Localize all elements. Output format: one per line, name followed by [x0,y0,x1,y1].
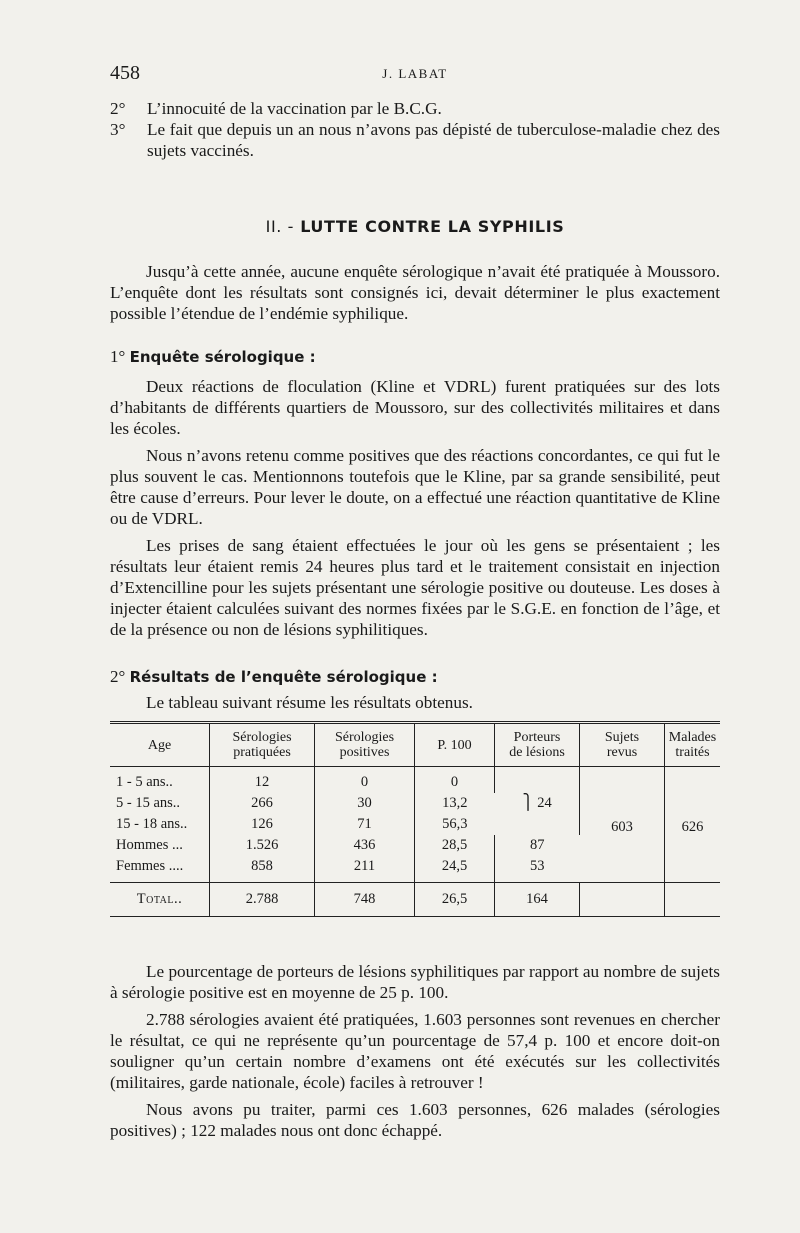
col-pratiquees: Sérologies pratiquées [210,723,315,767]
list-number: 3° [110,120,126,139]
cell-porteurs-children: ⎫ 24 [495,767,580,836]
cell-pratiquees: 126 [210,814,315,835]
cell-age: 15 - 18 ans.. [110,814,210,835]
paragraph: Le pourcentage de porteurs de lésions syphilitiques par rapport au nombre de sujets à sérologie positive est en moyenne de 25 p. 100. [110,962,720,1002]
cell-p100: 56,3 [442,816,468,832]
section-heading [110,216,720,237]
cell-p100: 24,5 [415,856,495,883]
list-text: Le fait que depuis un an nous n’avons pas dépisté de tuberculose-maladie chez des sujets vaccinés. [147,120,720,160]
section-title: LUTTE CONTRE LA SYPHILIS [300,217,565,236]
subheading-title: Enquête sérologique : [129,348,316,366]
page-number: 458 [110,62,140,84]
list-text: L’innocuité de la vaccination par le B.C.G. [147,99,442,118]
col-positives: Sérologies positives [315,723,415,767]
cell-total-empty [580,883,665,917]
col-porteurs: Porteurs de lésions [495,723,580,767]
list-item [110,98,720,119]
subheading-number: 1° [110,347,126,366]
paragraph: Nous n’avons retenu comme positives que des réactions concordantes, ce qui fut le plus souvent le cas. Mentionnons toutefois que le Kline, par sa grande sensibilité, peut être cause d’erreurs. Pour lever le doute, on a effectué une réaction quantitative de Kline ou de VDRL. [110,446,720,528]
cell-positives: 211 [315,856,415,883]
cell-porteurs-femmes: 53 [530,858,545,874]
cell-pratiquees: 858 [210,856,315,883]
cell-pratiquees: 12 [210,767,315,794]
table-header-row [110,723,720,767]
paragraph: 2.788 sérologies avaient été pratiquées, 1.603 personnes sont revenues en chercher le résultat, ce qui ne représente qu’un pourcentage de 57,4 p. 100 et encore doit-on souligner qu’un certain nombre d’examens ont été exécutés sur les collectivités (militaires, garde nationale, école) faciles à retrouver ! [110,1010,720,1092]
paragraph: Nous avons pu traiter, parmi ces 1.603 personnes, 626 malades (sérologies positives) ; 122 malades nous ont donc échappé. [110,1100,720,1140]
cell-total-label: Total.. [110,883,210,917]
running-author: J. LABAT [382,66,448,81]
list-number: 2° [110,99,126,118]
subheading-title: Résultats de l’enquête sérologique : [129,668,438,686]
subheading-2 [110,666,720,688]
cell-total-p100: 26,5 [415,883,495,917]
cell-positives: 436 [315,835,415,856]
cell-total-porteurs: 164 [495,883,580,917]
cell-age: 1 - 5 ans.. [110,767,210,794]
cell-porteurs-hommes: 87 [530,837,545,853]
cell-total-positives: 748 [315,883,415,917]
col-traites: Malades traités [665,723,721,767]
cell-total-pratiquees: 2.788 [210,883,315,917]
paragraph: Les prises de sang étaient effectuées le jour où les gens se présentaient ; les résultats leur étaient remis 24 heures plus tard et le traitement consistait en injection d’Extencilline pour les sujets présentant une sérologie positive ou douteuse. Les doses à injecter étaient calculées suivant des normes fixées par le S.G.E. en fonction de l’âge, et de la présence ou non de lésions syphilitiques. [110,536,720,639]
page-content [110,98,720,1141]
section-numeral: II. - [265,217,295,236]
col-p100: P. 100 [415,723,495,767]
cell-malades-traites: 626 [681,818,704,835]
cell-pratiquees: 266 [210,793,315,814]
paragraph: Deux réactions de floculation (Kline et VDRL) furent pratiquées sur des lots d’habitants de différents quartiers de Moussoro, sur des collectivités militaires et dans les écoles. [110,377,720,438]
cell-p100: 0 [415,767,495,794]
table-intro: Le tableau suivant résume les résultats obtenus. [146,693,473,712]
list-item [110,119,720,161]
cell-positives: 30 [315,793,415,814]
table-row [110,767,720,794]
cell-age: Femmes .... [110,856,210,883]
cell-age: 5 - 15 ans.. [110,793,210,814]
cell-positives: 0 [315,767,415,794]
subheading-number: 2° [110,667,126,686]
table-total-row [110,883,720,917]
cell-sujets-revus: 603 [580,767,665,883]
results-table [110,721,720,917]
cell-age: Hommes ... [110,835,210,856]
subheading-1 [110,346,720,368]
col-revus: Sujets revus [580,723,665,767]
cell-p100: 13,2 [442,795,468,811]
cell-positives: 71 [315,814,415,835]
cell-total-empty [665,883,721,917]
intro-paragraph: Jusqu’à cette année, aucune enquête sérologique n’avait été pratiquée à Moussoro. L’enquête dont les résultats sont consignés ici, devait déterminer le plus exactement possible l’étendue de l’endémie syphilique. [110,262,720,323]
cell-pratiquees: 1.526 [210,835,315,856]
cell-p100: 28,5 [415,835,495,856]
col-age: Age [110,723,210,767]
running-header [110,62,720,90]
